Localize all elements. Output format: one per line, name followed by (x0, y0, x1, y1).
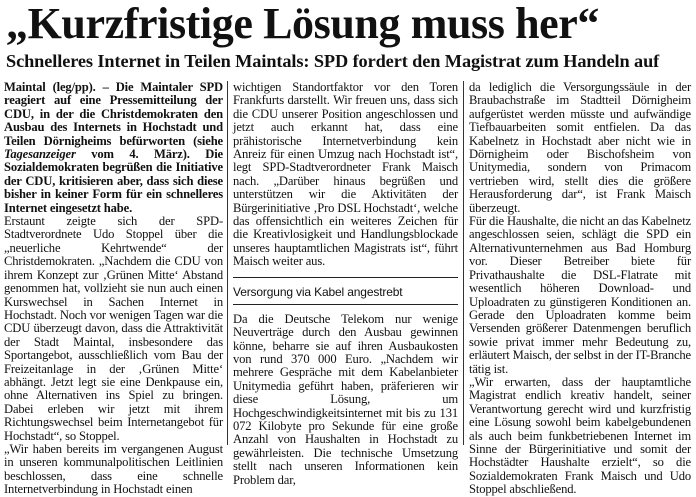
column-3 (469, 80, 691, 497)
body-paragraph: „Wir haben bereits im vergangenen August in unseren kommunalpolitischen Leitlinien beschlossen, dass eine schnelle Internetverbindung in Hochstadt einen (4, 441, 223, 497)
column-divider (227, 81, 228, 445)
column-divider (463, 81, 464, 445)
body-paragraph: Für die Haushalte, die nicht an das Kabelnetz angeschlossen seien, schlägt die SPD ein Alternativunternehmen aus Bad Homburg vor. Dieser Betreiber biete für Privathaushalte die DSL-Flatrate mit wesentlich höheren Download- und Uploadraten zu günstigeren Konditionen an. Gerade den Uploadraten komme beim Versenden größerer Datenmengen beruflich sowie privat immer mehr Bedeutung zu, erläutert Maisch, der selbst in der IT-Branche tätig ist. (469, 214, 691, 376)
subheading: Versorgung via Kabel angestrebt (233, 277, 458, 305)
source-name: Tagesanzeiger (4, 147, 76, 162)
lead-paragraph (4, 81, 223, 215)
headline: „Kurzfristige Lösung muss her“ (6, 0, 600, 48)
body-paragraph: „Wir erwarten, dass der hauptamtliche Magistrat endlich kreativ handelt, seiner Verantwortung gerecht wird und kurzfristig eine Lösung sowohl beim kabelgebundenen als auch beim funkbetriebenen Internet im Sinne der Bürgerinitiative und somit der Hochstädter Haushalte erzielt“, so die Sozialdemokraten Frank Maisch und Udo Stoppel abschließend. (469, 374, 691, 497)
body-paragraph: Da die Deutsche Telekom nur wenige Neuverträge durch den Ausbau gewinnen könne, beharre sie auf ihren Ausbaukosten von rund 370 000 Euro. „Nachdem wir mehrere Gespräche mit dem Kabelanbieter Unitymedia geführt haben, präferieren wir diese Lösung, um Hochgeschwindigkeitsinternet mit bis zu 131 072 Kilobyte pro Sekunde für eine große Anzahl von Haushalten in Hochstadt zu gewährleisten. Die technische Umsetzung stellt nach unseren Informationen kein Problem dar, (233, 311, 458, 487)
body-paragraph: Erstaunt zeigte sich der SPD-Stadtverordnete Udo Stoppel über die „neuerliche Kehrtwende“ der Christdemokraten. „Nachdem die CDU von ihrem Konzept zur ‚Grünen Mitte‘ Abstand genommen hat, vollzieht sie nun auch einen Kurswechsel in Sachen Internet in Hochstadt. Noch vor wenigen Tagen war die CDU überzeugt davon, dass die Attraktivität der Stadt Maintal, insbesondere das Sportangebot, ausschließlich vom Bau der Freizeitanlage in der ‚Grünen Mitte‘ abhängt. Jetzt legt sie eine Denkpause ein, ohne Alternativen ins Spiel zu bringen. Dabei erleben wir jetzt mit ihrem Richtungswechsel beim Internetangebot für Hochstadt“, so Stoppel. (4, 214, 223, 443)
column-2 (233, 80, 458, 487)
subheadline: Schnelleres Internet in Teilen Maintals: SPD fordert den Magistrat zum Handeln auf (6, 51, 660, 71)
body-paragraph: wichtigen Standortfaktor vor den Toren Frankfurts darstellt. Wir freuen uns, dass sich die CDU unserer Position angeschlossen und jetzt auch erkannt hat, dass eine prähistorische Internetverbindung kein Anreiz für einen Umzug nach Hochstadt ist“, legt SPD-Stadtverordneter Frank Maisch nach. „Darüber hinaus begrüßen und unterstützen wir die Aktivitäten der Bürgerinitiative ‚Pro DSL Hochstadt‘, welche das offensichtlich ein weiteres Zeichen für die Kreativlosigkeit und Handlungsblockade unseres hauptamtlichen Magistrats ist“, führt Maisch weiter aus. (233, 80, 458, 269)
lead-text-a: Maintal (leg/pp). – Die Maintaler SPD reagiert auf eine Pressemitteilung der CDU, in der die Christdemokraten den Ausbau des Internets in Hochstadt und Teilen Dörnigheims befürworten (siehe (4, 80, 223, 148)
lead-text-b: vom 4. März). Die Sozialdemokraten begrüßen die Initiative der CDU, kritisieren aber, dass sich diese bisher in keiner Form für ein schnelleres Internet eingesetzt habe. (4, 147, 223, 215)
column-1 (4, 80, 223, 497)
body-paragraph: da lediglich die Versorgungssäule in der Braubachstraße im Stadtteil Dörnigheim aufgerüstet werden müsste und aufwändige Tiefbauarbeiten somit entfielen. Da das Kabelnetz in Hochstadt aber nicht wie in Dörnigheim oder Bischofsheim von Unitymedia, sondern von Primacom vertrieben wird, stellt dies die größere Herausforderung dar“, ist Frank Maisch überzeugt. (469, 80, 691, 215)
